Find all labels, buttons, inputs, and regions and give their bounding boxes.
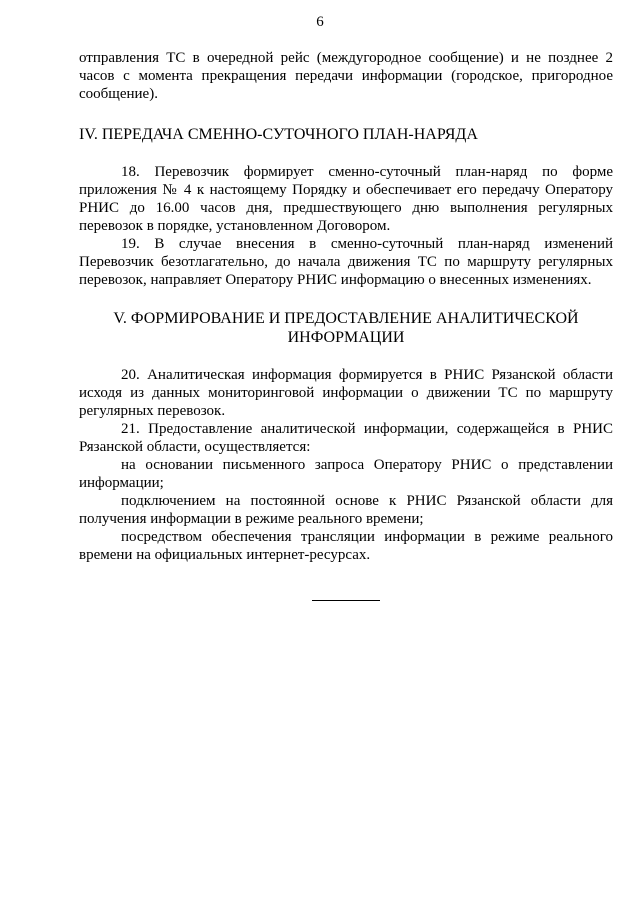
page-number: 6: [316, 14, 324, 30]
section-5-heading: [79, 309, 613, 347]
paragraph-20: 20. Аналитическая информация формируется в РНИС Рязанской области исходя из данных мониторинговой информации о движении ТС по маршруту регулярных перевозок.: [79, 367, 613, 419]
section-4-heading: IV. ПЕРЕДАЧА СМЕННО-СУТОЧНОГО ПЛАН-НАРЯДА: [79, 126, 478, 143]
end-of-document-rule: [312, 600, 380, 601]
list-item-written-request: на основании письменного запроса Оператору РНИС о представлении информации;: [79, 457, 613, 491]
paragraph-21: 21. Предоставление аналитической информации, содержащейся в РНИС Рязанской области, осуществляется:: [79, 421, 613, 455]
section-5-heading-line-1: V. ФОРМИРОВАНИЕ И ПРЕДОСТАВЛЕНИЕ АНАЛИТИЧЕСКОЙ: [113, 310, 579, 327]
paragraph-18: 18. Перевозчик формирует сменно-суточный план-наряд по форме приложения № 4 к настоящему Порядку и обеспечивает его передачу Оператору РНИС до 16.00 часов дня, предшествующего дню выполнения регулярных перевозок в порядке, установленном Договором.: [79, 164, 613, 234]
intro-paragraph: отправления ТС в очередной рейс (междугородное сообщение) и не позднее 2 часов с момента прекращения передачи информации (городское, пригородное сообщение).: [79, 50, 613, 102]
section-5-heading-line-2: ИНФОРМАЦИИ: [287, 329, 405, 346]
list-item-broadcast: посредством обеспечения трансляции информации в режиме реального времени на официальных интернет-ресурсах.: [79, 529, 613, 563]
document-body: [79, 49, 613, 601]
paragraph-19: 19. В случае внесения в сменно-суточный план-наряд изменений Перевозчик безотлагательно, до начала движения ТС по маршруту регулярных перевозок, направляет Оператору РНИС информацию о внесенных изменениях.: [79, 236, 613, 288]
list-item-permanent-connection: подключением на постоянной основе к РНИС Рязанской области для получения информации в режиме реального времени;: [79, 493, 613, 527]
